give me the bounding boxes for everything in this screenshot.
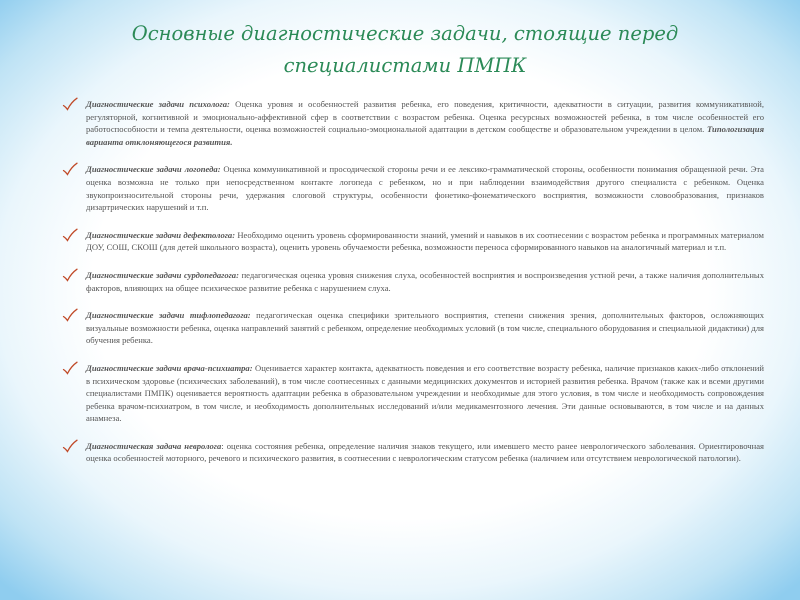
checkmark-icon (62, 439, 78, 453)
slide-title: Основные диагностические задачи, стоящие перед специалистами ПМПК (131, 22, 679, 77)
item-emphasis: Типологизация варианта отклоняющегося развития. (86, 124, 764, 147)
item-text: педагогическая оценка специфики зрительного восприятия, степени снижения зрения, дополнительных факторов, осложняющих визуальные возможности ребенка, оценка направлений занятий с ребенком, определение необходимых условий (в том числе, специального оборудования и специальной дидактики) для обучения ребенка. (86, 310, 764, 346)
item-text: Оценка коммуникативной и просодической стороны речи и ее лексико-грамматической стороны, особенности понимания обращенной речи. Эта оценка возможна не только при непосредственном контакте логопеда с ребенком, но и при наблюдении взаимодействия другого специалиста с ребенком. Оценка звукопроизносительной стороны речи, удержания слоговой структуры, особенности фонетико-фонематического восприятия, возможности словообразования, признаков дизартрических нарушений и т.п. (86, 164, 764, 213)
checkmark-icon (62, 268, 78, 282)
list-item (62, 362, 764, 425)
list-item (62, 98, 764, 148)
item-lead: Диагностическая задача невролога (86, 440, 222, 451)
checkmark-icon (62, 97, 78, 111)
item-text: : оценка состояния ребенка, определение наличия знаков текущего, или имевшего место ранее неврологического заболевания. Ориентировочная оценка особенностей моторного, речевого и психического развития, в соотнесении с неврологическим статусом ребенка (наличием или отсутствием неврологической патологии). (86, 440, 764, 464)
item-lead: Диагностические задачи тифлопедагога: (86, 310, 251, 321)
list-item (62, 440, 764, 465)
item-text: Оценка уровня и особенностей развития ребенка, его поведения, критичности, адекватности в ситуации, развития коммуникативной, регуляторной, когнитивной и эмоционально-аффективной сфер в соответствии с возрастом ребенка. Оценка ресурсных возможностей ребенка, в том числе особенностей его работоспособности и темпа деятельности, оценка возможностей социально-эмоциональной адаптации в детском сообществе и образовательном учреждении в целом. (86, 99, 764, 135)
item-lead: Диагностические задачи дефектолога: (86, 229, 236, 240)
list-item (62, 229, 764, 254)
item-text: Необходимо оценить уровень сформированности знаний, умений и навыков в их соотнесении с возрастом ребенка и программных материалом ДОУ, СОШ, СКОШ (для детей школьного возраста), оценить уровень обучаемости ребенка, возможности переноса сформированного навыков на аналогичный материал и т.п. (86, 229, 764, 253)
checkmark-icon (62, 162, 78, 176)
item-lead: Диагностические задачи врача-психиатра: (86, 362, 253, 373)
item-text: Оценивается характер контакта, адекватность поведения и его соответствие возрасту ребенка, наличие признаков каких-либо отклонений в психическом здоровье (психических заболеваний), в том числе соотнесенных с данными медицинских документов и историей развития ребенка. Врачом (также как и всеми другими специалистами ПМПК) оценивается вероятность адаптации ребенка в образовательном учреждении и необходимые для этого условия, в том числе и необходимость сопровождения ребенка врачом-психиатром, в том числе, и необходимость дополнительных исследований и/или медикаментозного лечения. Эти данные основываются, в том числе и на данных анамнеза. (86, 362, 764, 424)
list-item (62, 309, 764, 347)
list-item (62, 163, 764, 213)
item-lead: Диагностические задачи психолога: (86, 99, 230, 109)
item-lead: Диагностические задачи логопеда: (86, 164, 221, 175)
checkmark-icon (62, 361, 78, 375)
checkmark-icon (62, 308, 78, 322)
item-lead: Диагностические задачи сурдопедагога: (86, 269, 239, 280)
checkmark-icon (62, 228, 78, 242)
list-item (62, 269, 764, 294)
item-text: педагогическая оценка уровня снижения слуха, особенностей восприятия и воспроизведения устной речи, а также наличия дополнительных факторов, влияющих на общее психическое развитие ребенка с нарушением слуха. (86, 269, 764, 293)
task-list (62, 98, 764, 480)
